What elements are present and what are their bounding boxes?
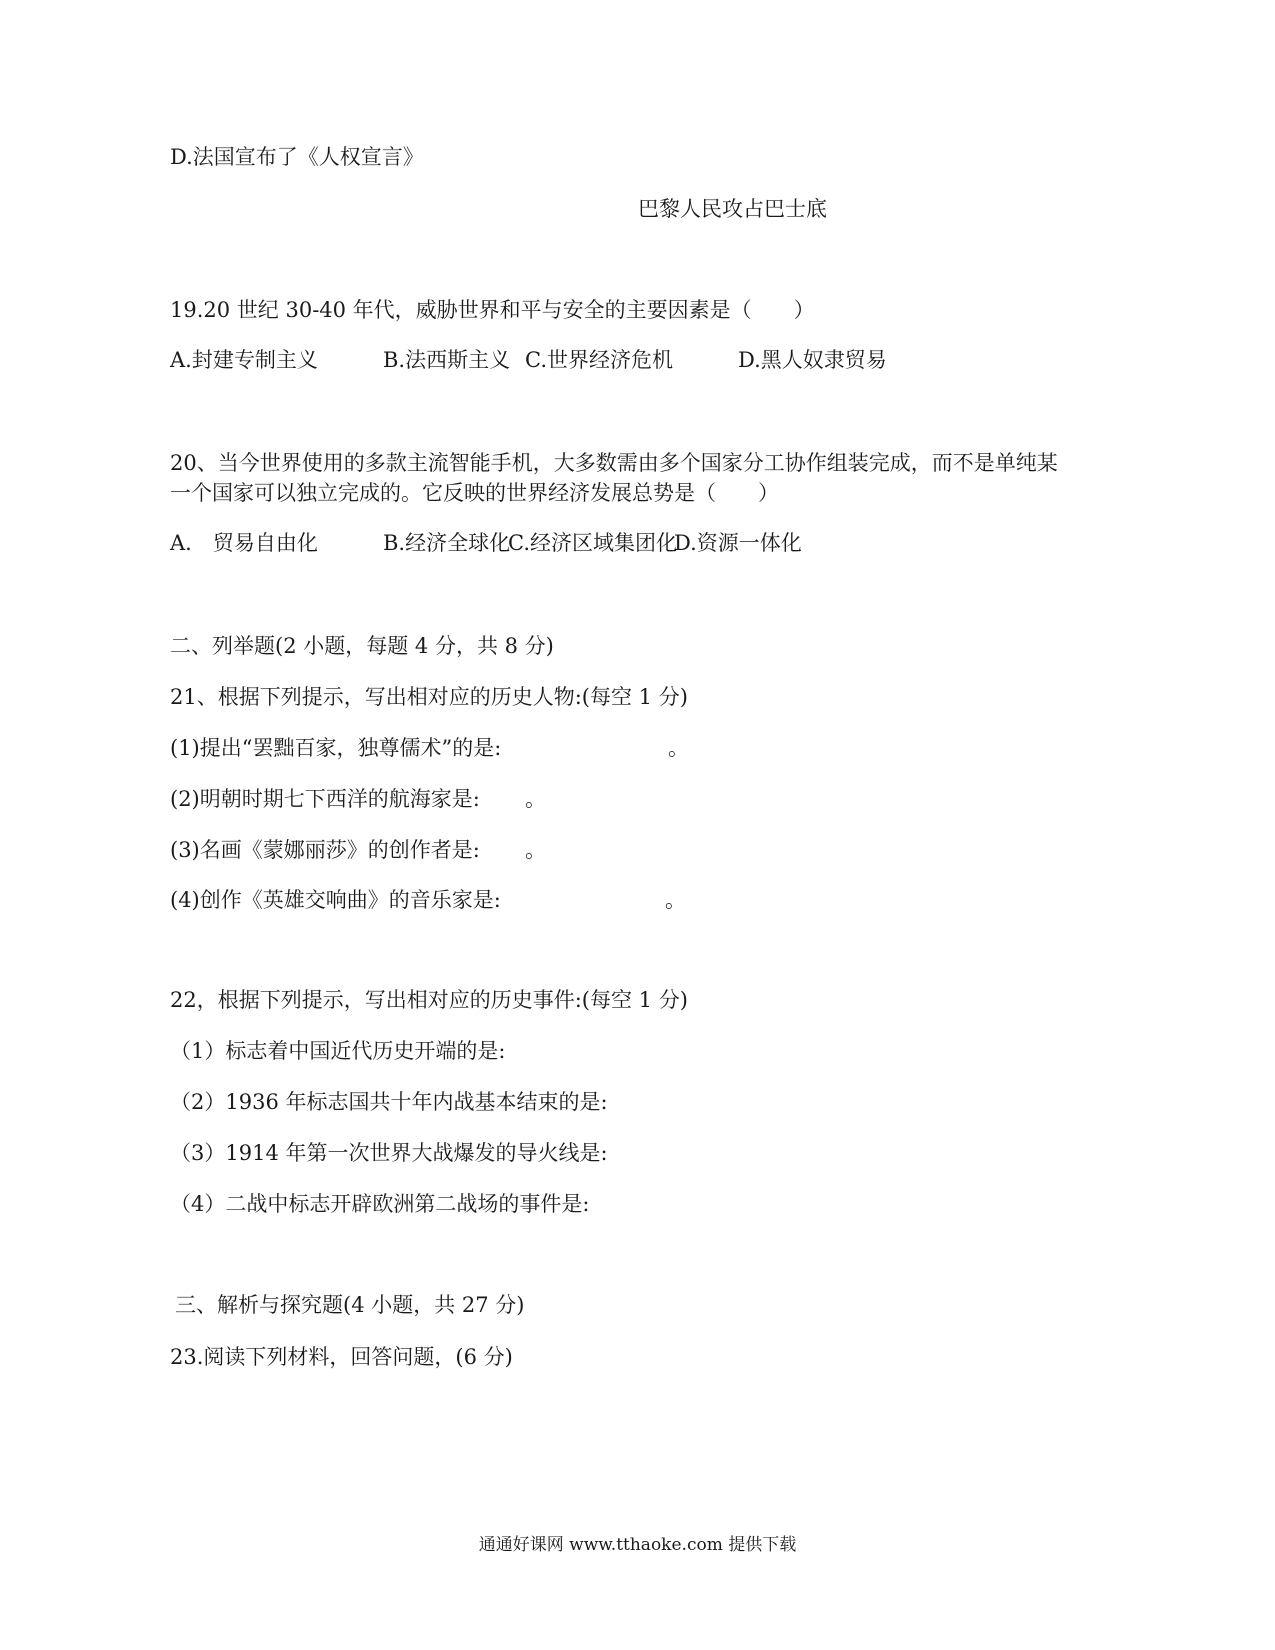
section3-heading: 三、解析与探究题(4 小题，共 27 分) — [175, 1293, 525, 1317]
footer-text: 通通好课网 www.tthaoke.com 提供下载 — [478, 1535, 797, 1555]
section2-heading: 二、列举题(2 小题，每题 4 分，共 8 分) — [170, 634, 554, 658]
q19-option-a: A.封建专制主义 — [170, 348, 318, 372]
q20-question-line2: 一个国家可以独立完成的。它反映的世界经济发展总势是（ ） — [170, 481, 779, 505]
q21-item-3: (3)名画《蒙娜丽莎》的创作者是: — [170, 838, 480, 862]
q21-item-4-period: 。 — [665, 888, 686, 912]
q20-option-d: D.资源一体化 — [674, 531, 802, 555]
figure-caption: 巴黎人民攻占巴士底 — [638, 197, 827, 221]
q20-option-b: B.经济全球化 — [383, 531, 511, 555]
q23-question: 23.阅读下列材料，回答问题，(6 分) — [170, 1345, 513, 1369]
q19-option-d: D.黑人奴隶贸易 — [738, 348, 887, 372]
q20-question-line1: 20、当今世界使用的多款主流智能手机，大多数需由多个国家分工协作组装完成，而不是单纯某 — [170, 451, 1058, 475]
q18-option-d: D.法国宣布了《人权宣言》 — [170, 145, 424, 169]
q19-question: 19.20 世纪 30-40 年代，威胁世界和平与安全的主要因素是（ ） — [170, 298, 815, 322]
q20-option-a: A. 贸易自由化 — [170, 531, 318, 555]
q21-item-3-period: 。 — [525, 838, 546, 862]
q21-item-2-period: 。 — [525, 787, 546, 811]
q21-item-2: (2)明朝时期七下西洋的航海家是: — [170, 787, 480, 811]
q19-option-b: B.法西斯主义 — [383, 348, 511, 372]
q21-item-1-period: 。 — [668, 736, 689, 760]
q22-question: 22，根据下列提示，写出相对应的历史事件:(每空 1 分) — [170, 988, 688, 1012]
q21-item-4: (4)创作《英雄交响曲》的音乐家是: — [170, 888, 501, 912]
q20-option-c: C.经济区域集团化 — [508, 531, 677, 555]
q22-item-3: （3）1914 年第一次世界大战爆发的导火线是: — [170, 1141, 608, 1165]
q22-item-4: （4）二战中标志开辟欧洲第二战场的事件是: — [170, 1192, 590, 1216]
q21-question: 21、根据下列提示，写出相对应的历史人物:(每空 1 分) — [170, 685, 688, 709]
q19-option-c: C.世界经济危机 — [525, 348, 673, 372]
q22-item-2: （2）1936 年标志国共十年内战基本结束的是: — [170, 1090, 608, 1114]
q21-item-1: (1)提出“罢黜百家，独尊儒术”的是: — [170, 736, 502, 760]
q22-item-1: （1）标志着中国近代历史开端的是: — [170, 1039, 506, 1063]
